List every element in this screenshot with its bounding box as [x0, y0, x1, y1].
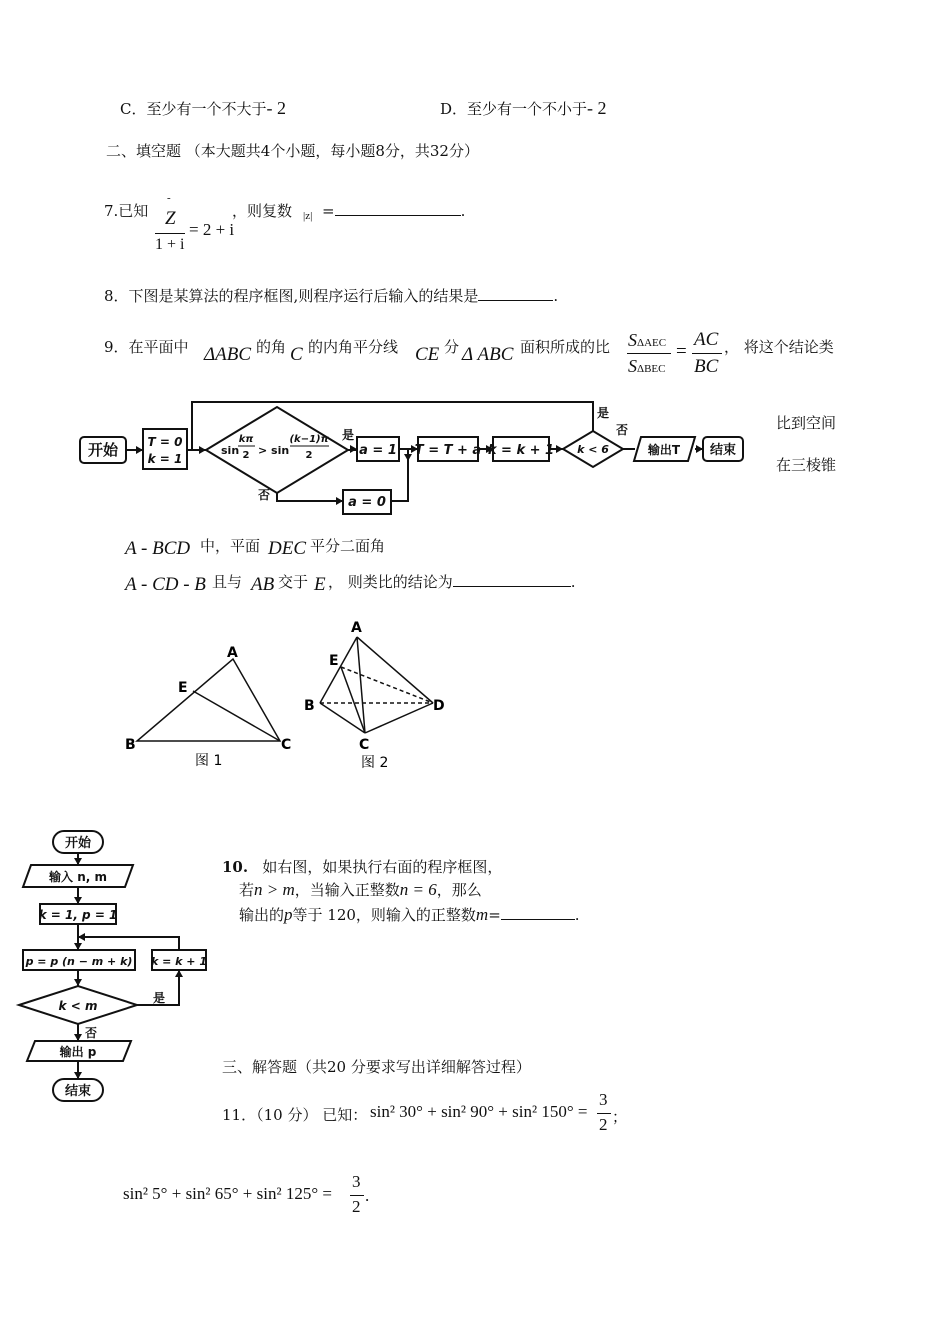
q9-ac-bc-bar — [692, 353, 722, 354]
fc1-yes2: 是 — [597, 406, 610, 420]
fc1-cond-sin: sin — [221, 444, 240, 457]
q9-p1: 9．在平面中 — [104, 338, 189, 356]
q10-answer-blank — [501, 919, 575, 920]
q10-line3: 输出的p等于 120，则输入的正整数m= . — [239, 905, 580, 924]
section2-heading: 二、填空题 （本大题共4个小题，每小题8分，共32分） — [106, 142, 479, 160]
q7-numerator: Z — [165, 208, 176, 229]
fc1-init2: k = 1 — [147, 452, 183, 466]
fig1-caption: 图 1 — [195, 753, 223, 769]
fc1-yes: 是 — [342, 428, 355, 442]
q9-side1: 比到空间 — [776, 414, 837, 432]
q8-answer-blank — [478, 300, 553, 301]
q7-mid: ，则复数 — [232, 202, 293, 220]
q11-frac1-bar — [597, 1113, 611, 1114]
fig2-caption: 图 2 — [361, 755, 389, 771]
fc1-start: 开始 — [87, 441, 119, 459]
fc1-cond-k1pi: (k−1)π — [289, 434, 329, 445]
fc1-t: T = T + a — [414, 443, 482, 458]
q7-conj-bar: - — [167, 192, 171, 204]
fc1-cond-2b: 2 — [305, 450, 313, 461]
fc1-a1: a = 1 — [359, 443, 397, 458]
q11-sep: ； — [612, 1108, 628, 1126]
option-d: D．至少有一个不小于- 2 — [440, 98, 607, 118]
q9-abc2: Δ ABC — [462, 344, 514, 365]
q7-fraction-bar — [155, 233, 185, 234]
fc1-cond-gt: > sin — [258, 444, 290, 457]
q9-l3-e: E — [314, 574, 326, 595]
q11-expr1: sin² 30° + sin² 90° + sin² 150° = — [370, 1102, 588, 1121]
q7-answer: = . — [322, 202, 466, 220]
fig2-label-e: E — [329, 653, 339, 669]
q9-p6: ， 将这个结论类 — [724, 338, 834, 356]
fc2-end: 结束 — [64, 1084, 92, 1099]
q9-l2-b: 中，平面 — [200, 537, 261, 555]
q9-p4: 分 — [444, 338, 460, 356]
q9-side2: 在三棱锥 — [776, 456, 837, 474]
fc2-input: 输入 n, m — [49, 870, 107, 884]
q9-l3-f: ， 则类比的结论为 . — [328, 573, 576, 591]
q9-p5: 面积所成的比 — [520, 338, 611, 356]
fc1-cond-2a: 2 — [242, 450, 250, 461]
fc1-end: 结束 — [709, 443, 737, 458]
fc2-no: 否 — [85, 1026, 98, 1040]
q9-p3: 的内角平分线 — [308, 338, 399, 356]
q7-answer-blank — [335, 215, 461, 216]
q9-ratio-num: SΔAEC — [628, 330, 667, 350]
q9-bc: BC — [694, 356, 719, 377]
q11-frac1-num: 3 — [599, 1090, 608, 1109]
fig2-label-c: C — [359, 737, 370, 753]
q9-p2: 的角 — [256, 338, 287, 356]
q7-prefix: 7.已知 — [104, 202, 149, 220]
q11-frac2-den: 2 — [352, 1197, 361, 1216]
fig1-ce-line — [193, 691, 280, 741]
q9-answer-blank — [453, 586, 571, 587]
fc2-start: 开始 — [64, 836, 92, 851]
fig2-label-b: B — [304, 698, 315, 714]
fc1-no: 否 — [258, 488, 271, 502]
fc2-out: 输出 p — [59, 1045, 97, 1059]
fc1-out: 输出T — [647, 443, 681, 457]
flowchart-2 — [15, 825, 215, 1105]
q10-line2: 若n > m，当输入正整数n = 6，那么 — [239, 880, 482, 899]
q7-denominator: 1 + i — [155, 236, 185, 253]
fc2-cond: k < m — [58, 999, 98, 1013]
fc1-k6: k < 6 — [577, 443, 609, 456]
q9-c: C — [290, 344, 303, 365]
q9-ratio-bar — [627, 353, 671, 354]
q9-l2-d: 平分二面角 — [310, 537, 386, 555]
fc1-init1: T = 0 — [147, 435, 183, 449]
section3-heading: 三、解答题（共20 分要求写出详细解答过程） — [222, 1058, 531, 1076]
option-c: C．至少有一个不大于- 2 — [120, 98, 286, 118]
q9-ac: AC — [694, 329, 719, 350]
q9-ratio-den: SΔBEC — [628, 356, 666, 376]
q8-question: 8．下图是某算法的程序框图,则程序运行后输入的结果是 . — [104, 287, 559, 305]
q10-line1: 10. 如右图，如果执行右面的程序框图， — [222, 858, 503, 876]
fc2-init: k = 1, p = 1 — [38, 908, 118, 922]
fig1-label-e: E — [178, 680, 188, 696]
q11-prefix: 11．（10 分） 已知： — [222, 1106, 368, 1124]
q11-frac1-den: 2 — [599, 1115, 608, 1134]
fig1-label-b: B — [125, 737, 136, 753]
q9-ce: CE — [415, 344, 440, 365]
q11-frac2-num: 3 — [352, 1172, 361, 1191]
flowchart-1 — [75, 395, 750, 520]
q11-end: . — [365, 1186, 370, 1205]
q9-l3-d: 交于 — [278, 573, 309, 591]
fc1-a0: a = 0 — [348, 495, 386, 510]
q9-l3-a: A - CD - B — [125, 574, 206, 595]
q9-l3-b: 且与 — [212, 573, 243, 591]
q11-frac2-bar — [350, 1195, 364, 1196]
q7-abs-z: |z| — [303, 210, 313, 222]
fc2-p: p = p (n − m + k) — [25, 955, 133, 968]
fig2-label-a: A — [351, 620, 362, 636]
fc1-k: k = k + 1 — [487, 443, 555, 458]
fc2-yes: 是 — [153, 991, 166, 1005]
q9-eq: = — [676, 341, 687, 362]
fig2-label-d: D — [433, 698, 445, 714]
fig1-label-c: C — [281, 737, 292, 753]
fc2-k: k = k + 1 — [150, 955, 208, 968]
fc1-no2: 否 — [616, 423, 629, 437]
fc1-cond-kpi: kπ — [238, 434, 254, 445]
q7-equation: = 2 + i — [189, 220, 235, 239]
q9-abc: ΔABC — [204, 344, 252, 365]
q9-l3-c: AB — [251, 574, 275, 595]
q9-l2-c: DEC — [268, 538, 306, 559]
q11-expr2: sin² 5° + sin² 65° + sin² 125° = — [123, 1184, 332, 1203]
figures-1-2 — [115, 615, 455, 775]
q9-l2-a: A - BCD — [125, 538, 191, 559]
fig1-label-a: A — [227, 645, 238, 661]
